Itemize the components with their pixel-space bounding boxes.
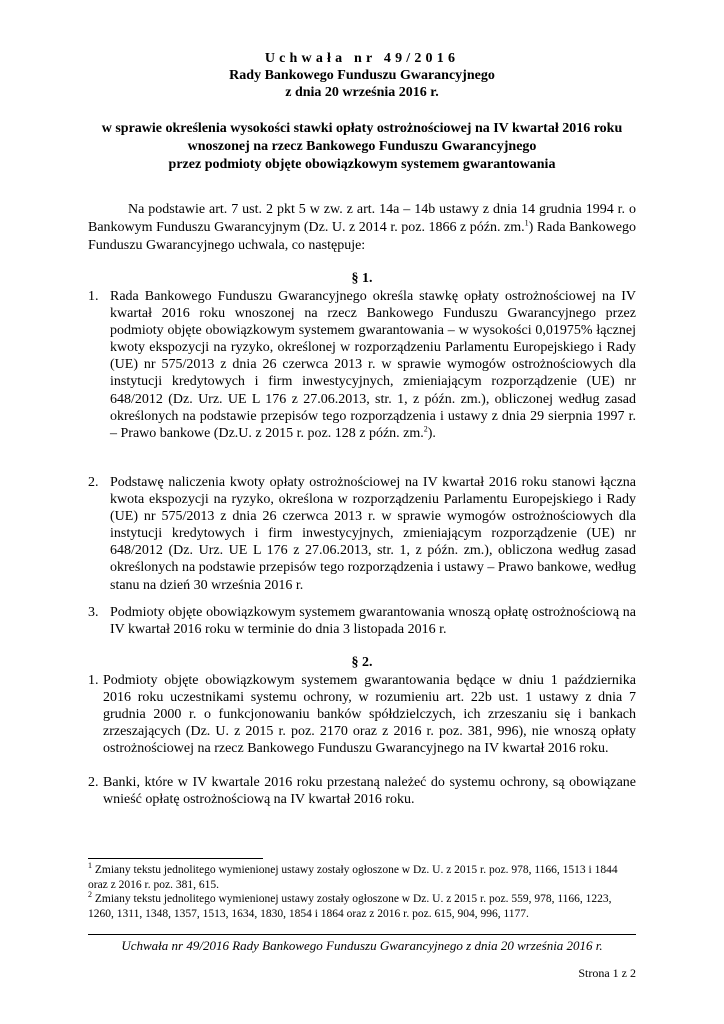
footnote-text: Zmiany tekstu jednolitego wymienionej ustawy zostały ogłoszone w Dz. U. z 2015 r. poz. 978, 1166, 1513 i 1844 oraz z 2016 r. poz. 381, 615. — [88, 864, 618, 891]
item-text: Podstawę naliczenia kwoty opłaty ostrożnościowej na IV kwartał 2016 roku stanowi łączna kwota ekspozycji na ryzyko, określona w rozporządzeniu Parlamentu Europejskiego i Rady (UE) nr 575/2013 z dnia 26 czerwca 2013 r. w sprawie wymogów ostrożnościowych dla instytucji kredytowych i firm inwestycyjnych, zmieniającym rozporządzenie (UE) nr 648/2012 (Dz. Urz. UE L 176 z 27.06.2013, str. 1, z późn. zm.), obliczona według zasad określonych na podstawie przepisów tego rozporządzenia i ustawy – Prawo bankowe, według stanu na dzień 30 września 2016 r. — [110, 475, 636, 593]
resolution-date: z dnia 20 września 2016 r. — [285, 85, 439, 100]
item-text: Podmioty objęte obowiązkowym systemem gwarantowania będące w dniu 1 października 2016 roku uczestnikami systemu ochrony, w rozumieniu art. 22b ust. 1 ustawy z dnia 7 grudnia 2000 r. o funkcjonowaniu banków spółdzielczych, ich zrzeszaniu się i bankach zrzeszających (Dz. U. z 2015 r. poz. 2170 oraz z 2016 r. poz. 381, 996), nie wnoszą opłaty ostrożnościowej na rzecz Bankowego Funduszu Gwarancyjnego na IV kwartał 2016 roku. — [103, 673, 636, 757]
footnote-text: Zmiany tekstu jednolitego wymienionej ustawy zostały ogłoszone w Dz. U. z 2015 r. poz. 559, 978, 1166, 1223, 1260, 1311, 1348, 1357, 1513, 1634, 1830, 1854 i 1864 oraz z 2016 r. poz. 615, 904, 996, 1177. — [88, 893, 612, 920]
subject-line-1: w sprawie określenia wysokości stawki opłaty ostrożnościowej na IV kwartał 2016 roku — [101, 121, 623, 136]
item-number: 2. — [88, 775, 99, 790]
item-number: 2. — [88, 475, 99, 490]
title-block — [0, 50, 724, 101]
footnote-divider — [88, 858, 263, 859]
footnote-2 — [88, 892, 636, 921]
item-number: 3. — [88, 605, 99, 620]
footnote-ref-2: 2 — [423, 424, 428, 434]
preamble-text-2: ) Rada Bankowego Funduszu Gwarancyjnego uchwala, co następuje: — [88, 220, 636, 253]
footer-divider — [88, 934, 636, 935]
footnote-ref-1: 1 — [524, 218, 529, 228]
item-text: Banki, które w IV kwartale 2016 roku przestaną należeć do systemu ochrony, są obowiązane wnieść opłatę ostrożnościową na IV kwartał 2016 roku. — [103, 775, 636, 808]
footnote-1 — [88, 863, 636, 892]
preamble-text-1: Na podstawie art. 7 ust. 2 pkt 5 w zw. z art. 14a – 14b ustawy z dnia 14 grudnia 1994 r. o Bankowym Funduszu Gwarancyjnym (Dz. U. z 2014 r. poz. 1866 z późn. zm. — [88, 202, 636, 235]
resolution-title: Uchwała nr 49/2016 — [264, 51, 460, 66]
footnote-number: 2 — [88, 890, 92, 900]
section-2-item-2 — [88, 774, 636, 808]
page-number: Strona 1 z 2 — [578, 966, 636, 980]
subject-line-3: przez podmioty objęte obowiązkowym systemem gwarantowania — [168, 157, 556, 172]
section-2-item-1 — [88, 672, 636, 757]
item-text: Rada Bankowego Funduszu Gwarancyjnego określa stawkę opłaty ostrożnościowej na IV kwartał 2016 roku wnoszonej na rzecz Bankowego Funduszu Gwarancyjnego przez podmioty objęte obowiązkowym systemem gwarantowania – w wysokości 0,01975% łącznej kwoty ekspozycji na ryzyko, określonej w rozporządzeniu Parlamentu Europejskiego i Rady (UE) nr 575/2013 z dnia 26 czerwca 2013 r. w sprawie wymogów ostrożnościowych dla instytucji kredytowych i firm inwestycyjnych, zmieniającym rozporządzenie (UE) nr 648/2012 (Dz. Urz. UE L 176 z 27.06.2013, str. 1, z późn. zm.), obliczonej według zasad określonych na podstawie przepisów tego rozporządzenia i ustawy z dnia 29 sierpnia 1997 r. – Prawo bankowe (Dz.U. z 2015 r. poz. 128 z późn. zm. — [110, 289, 636, 441]
footnote-number: 1 — [88, 861, 92, 871]
section-1-item-3 — [88, 604, 636, 638]
item-number: 1. — [88, 289, 99, 304]
preamble — [88, 201, 636, 255]
item-number: 1. — [88, 673, 99, 688]
resolution-issuer: Rady Bankowego Funduszu Gwarancyjnego — [229, 68, 495, 83]
section-1-heading: § 1. — [351, 271, 373, 286]
section-2-heading: § 2. — [351, 655, 373, 670]
subject-block — [0, 120, 724, 174]
subject-line-2: wnoszonej na rzecz Bankowego Funduszu Gwarancyjnego — [187, 139, 537, 154]
section-1-item-1 — [88, 288, 636, 442]
item-text-end: ). — [427, 425, 436, 441]
footer-caption: Uchwała nr 49/2016 Rady Bankowego Funduszu Gwarancyjnego z dnia 20 września 2016 r. — [121, 938, 603, 953]
item-text: Podmioty objęte obowiązkowym systemem gwarantowania wnoszą opłatę ostrożnościową na IV kwartał 2016 roku w terminie do dnia 3 listopada 2016 r. — [110, 605, 636, 638]
section-1-item-2 — [88, 474, 636, 594]
